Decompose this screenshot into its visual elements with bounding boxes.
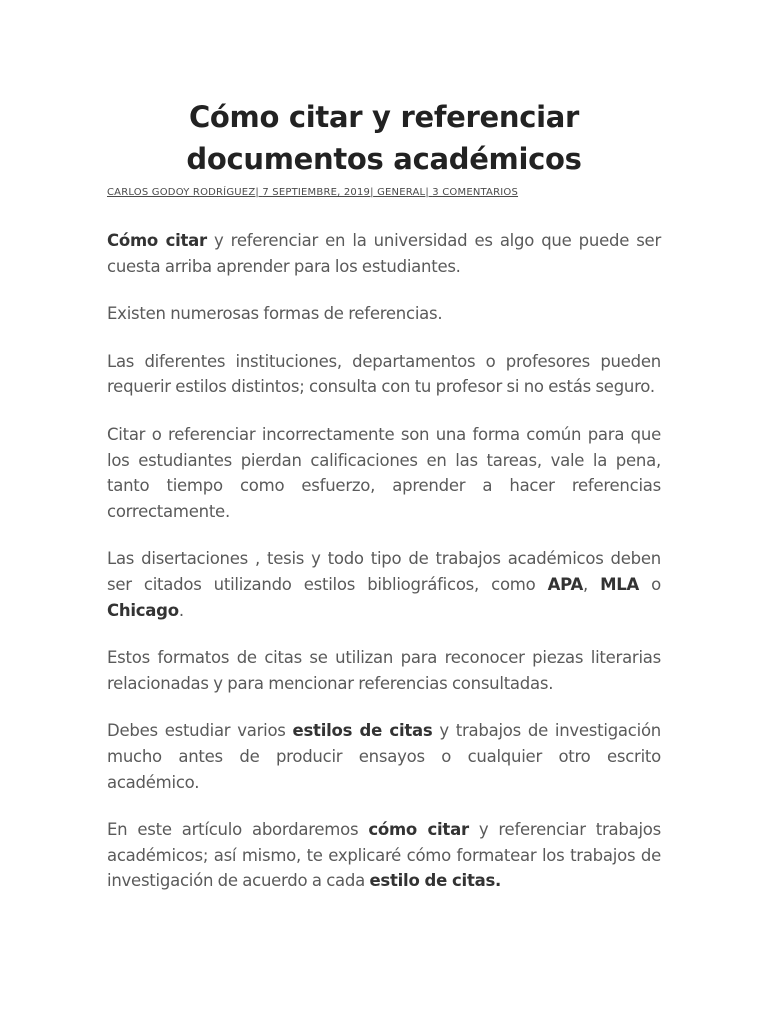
paragraph-7: Debes estudiar varios estilos de citas y trabajos de investigación mucho antes de producir ensayos o cualquier otro escrito académico.	[107, 721, 662, 792]
paragraph-2: Existen numerosas formas de referencias.	[107, 304, 443, 324]
bold-phrase: Cómo citar	[107, 231, 207, 250]
bold-phrase: estilos de citas	[292, 721, 433, 741]
paragraph-1: Cómo citar y referenciar en la universidad es algo que puede ser cuesta arriba aprender para los estudiantes.	[107, 231, 661, 276]
bold-phrase: estilo de citas.	[369, 871, 502, 891]
article-title: Cómo citar y referenciar documentos académicos	[186, 100, 582, 176]
meta-date-link[interactable]: 7 SEPTIEMBRE, 2019|	[262, 187, 374, 198]
meta-category-link[interactable]: GENERAL|	[377, 187, 429, 198]
bold-phrase: Chicago	[107, 600, 179, 620]
paragraph-3: Las diferentes instituciones, departamentos o profesores pueden requerir estilos distintos; consulta con tu profesor si no estás seguro.	[107, 351, 661, 397]
meta-author-link[interactable]: CARLOS GODOY RODRÍGUEZ|	[107, 187, 259, 198]
paragraph-4: Citar o referenciar incorrectamente son una forma común para que los estudiantes pierdan calificaciones en las tareas, vale la pena, tanto tiempo como esfuerzo, aprender a hacer referencias correctamente.	[107, 424, 661, 521]
paragraph-8: En este artículo abordaremos cómo citar y referenciar trabajos académicos; así mismo, te explicaré cómo formatear los trabajos de investigación de acuerdo a cada estilo de citas.	[107, 820, 661, 891]
article-meta	[107, 186, 667, 200]
bold-phrase: cómo citar	[368, 820, 469, 840]
bold-phrase: APA	[547, 574, 583, 594]
paragraph-5: Las disertaciones , tesis y todo tipo de trabajos académicos deben ser citados utilizando estilos bibliográficos, como APA, MLA o Chicago.	[107, 549, 662, 620]
meta-comments-link[interactable]: 3 COMENTARIOS	[432, 187, 519, 198]
bold-phrase: MLA	[600, 574, 640, 594]
paragraph-6: Estos formatos de citas se utilizan para reconocer piezas literarias relacionadas y para mencionar referencias consultadas.	[107, 648, 661, 693]
article-body	[107, 228, 661, 916]
